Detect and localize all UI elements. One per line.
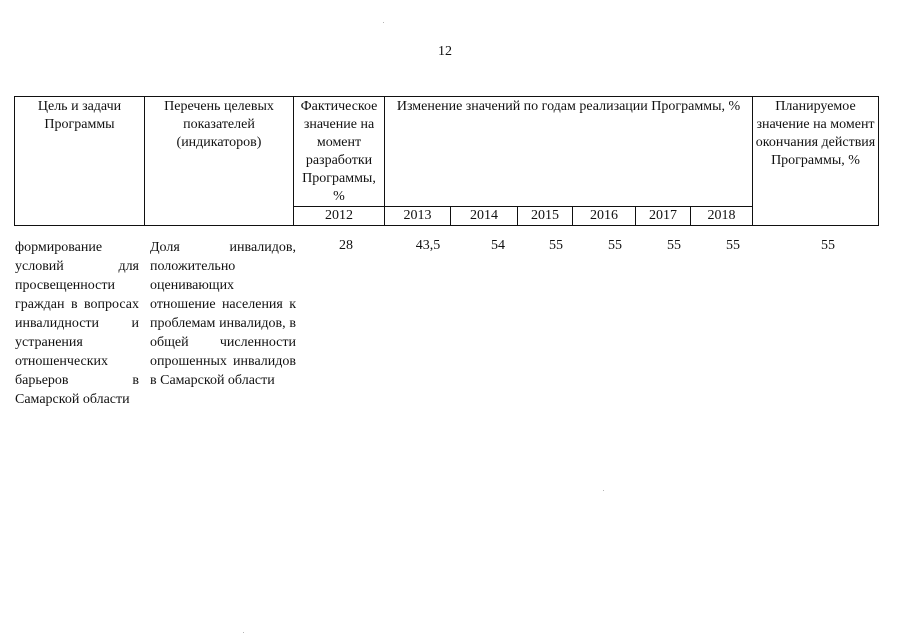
header-year: 2015 xyxy=(518,207,573,226)
header-year: 2016 xyxy=(573,207,636,226)
row-indicator-text: Доля инвалидов, положительно оценивающих отношение населения к проблемам инвалидов, в общей численности опрошенных инвалидов в Самарской области xyxy=(150,240,296,388)
row-year-value: 43,5 xyxy=(415,238,441,253)
row-year-value: 55 xyxy=(608,238,622,253)
header-indicators: Перечень целевых показателей (индикаторов) xyxy=(145,97,294,226)
header-year-actual: 2012 xyxy=(294,207,385,226)
header-year: 2013 xyxy=(385,207,451,226)
row-actual-value: 28 xyxy=(339,238,353,253)
scan-speck xyxy=(243,632,244,633)
scan-speck xyxy=(603,490,604,491)
row-goal-text: формирование условий для просвещенности граждан в вопросах инвалидности и устранения отношенческих барьеров в Самарской области xyxy=(15,240,139,407)
page-number: 12 xyxy=(438,44,452,59)
header-goal: Цель и задачи Программы xyxy=(15,97,145,226)
scan-speck xyxy=(383,22,384,23)
row-year-value: 54 xyxy=(491,238,505,253)
row-year-value: 55 xyxy=(667,238,681,253)
indicators-table-header xyxy=(14,96,879,226)
header-planned: Планируемое значение на момент окончания действия Программы, % xyxy=(753,97,879,226)
row-year-value: 55 xyxy=(549,238,563,253)
row-planned-value: 55 xyxy=(821,238,835,253)
header-year: 2017 xyxy=(636,207,691,226)
header-actual: Фактическое значение на момент разработки Программы, % xyxy=(294,97,385,207)
header-year: 2018 xyxy=(691,207,753,226)
header-year: 2014 xyxy=(451,207,518,226)
row-year-value: 55 xyxy=(726,238,740,253)
header-change-by-year: Изменение значений по годам реализации Программы, % xyxy=(385,97,753,207)
